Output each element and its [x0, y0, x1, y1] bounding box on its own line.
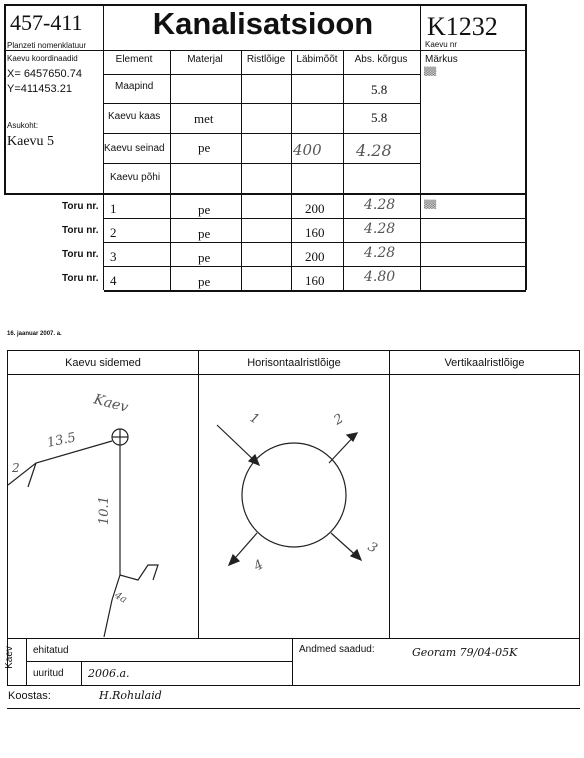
pipe-row-label: Toru nr.	[62, 249, 99, 260]
footer-built-label: ehitatud	[33, 645, 69, 656]
location-value: Kaevu 5	[7, 134, 55, 149]
pipe-row-label: Toru nr.	[62, 201, 99, 212]
row-diameter-value: 400	[293, 141, 322, 159]
pipe-number: 3	[110, 249, 117, 264]
date-line: 16. jaanuar 2007. a.	[7, 331, 62, 337]
pipe-diameter: 160	[305, 225, 325, 240]
pipe-remark-scribble: ▒▒	[424, 200, 437, 209]
pipe-row-label: Toru nr.	[62, 273, 99, 284]
row-element-label: Maapind	[115, 81, 154, 92]
row-element-label: Kaevu põhi	[110, 172, 161, 183]
y-coordinate: Y=411453.21	[7, 83, 72, 95]
sketch-label-seg1: 13.5	[45, 430, 78, 451]
pipe-number: 4	[110, 273, 117, 288]
pipe-material: pe	[198, 274, 211, 289]
pipe-material: pe	[198, 202, 211, 217]
well-code-label: Kaevu nr	[425, 40, 458, 49]
pipe-material: pe	[198, 250, 211, 265]
pipe-material: pe	[198, 226, 211, 241]
row-height-value: 5.8	[371, 82, 388, 97]
pipe-height: 4.28	[364, 221, 396, 237]
column-header-diameter: Läbimõõt	[296, 54, 338, 65]
row-element-label: Kaevu kaas	[108, 111, 161, 122]
connections-sketch	[8, 375, 198, 637]
sketch-label-seg4: 4a	[112, 590, 129, 606]
pipe-label-1: 1	[247, 410, 262, 428]
column-header-abs-height: Abs. kõrgus	[354, 54, 408, 65]
row-material-value: pe	[198, 140, 211, 155]
footer-inspected-label: uuritud	[33, 668, 64, 679]
horizontal-cross-section	[199, 375, 389, 637]
section-title-horizontal: Horisontaalristlõige	[247, 357, 341, 369]
coordinates-label: Kaevu koordinaadid	[7, 54, 78, 63]
pipe-label-3: 3	[365, 539, 380, 557]
pipe-height: 4.28	[364, 197, 396, 213]
sketch-label-seg2: 10.1	[97, 496, 112, 525]
nomenclature-label: Planzeti nomenklatuur	[7, 41, 87, 50]
footer-inspected-value: 2006.a.	[88, 667, 130, 680]
pipe-height: 4.28	[364, 245, 396, 261]
pipe-diameter: 160	[305, 273, 325, 288]
column-header-material: Materjal	[187, 54, 223, 65]
footer-compiled-value: H.Rohulaid	[99, 689, 162, 702]
pipe-diameter: 200	[305, 201, 325, 216]
footer-side-label: Kaev	[3, 646, 15, 669]
pipe-diameter: 200	[305, 249, 325, 264]
section-title-connections: Kaevu sidemed	[65, 357, 141, 369]
column-header-element: Element	[115, 54, 153, 65]
row-material-value: met	[194, 111, 214, 126]
connection-line-right	[120, 565, 158, 580]
section-title-vertical: Vertikaalristlõige	[444, 357, 525, 369]
sketch-label-top: Kaev	[91, 391, 130, 416]
location-label: Asukoht:	[7, 121, 39, 130]
row-height-value: 5.8	[371, 110, 388, 125]
connection-line-down	[104, 445, 120, 637]
pipe-label-2: 2	[331, 411, 347, 429]
pipe-label-4: 4	[251, 557, 267, 575]
row-element-label: Kaevu seinad	[104, 143, 165, 154]
column-header-remarks: Märkus	[425, 54, 458, 65]
pipe-row-label: Toru nr.	[62, 225, 99, 236]
well-code: K1232	[427, 12, 498, 41]
x-coordinate: X= 6457650.74	[7, 68, 82, 80]
sketch-label-seg3: 2	[12, 461, 20, 475]
pipe-number: 1	[110, 201, 117, 216]
well-shaft-circle	[242, 443, 346, 547]
page-title: Kanalisatsioon	[152, 6, 374, 41]
row-height-value: 4.28	[356, 141, 392, 160]
footer-data-source-value: Georam 79/04-05K	[412, 646, 518, 659]
nomenclature-number: 457-411	[10, 10, 83, 35]
remarks-scribble: ▒▒	[424, 67, 437, 76]
footer-data-source-label: Andmed saadud:	[299, 644, 375, 655]
footer-compiled-label: Koostas:	[8, 690, 51, 702]
pipe-height: 4.80	[364, 269, 396, 285]
pipe-number: 2	[110, 225, 117, 240]
column-header-cross-section: Ristlõige	[246, 54, 286, 65]
